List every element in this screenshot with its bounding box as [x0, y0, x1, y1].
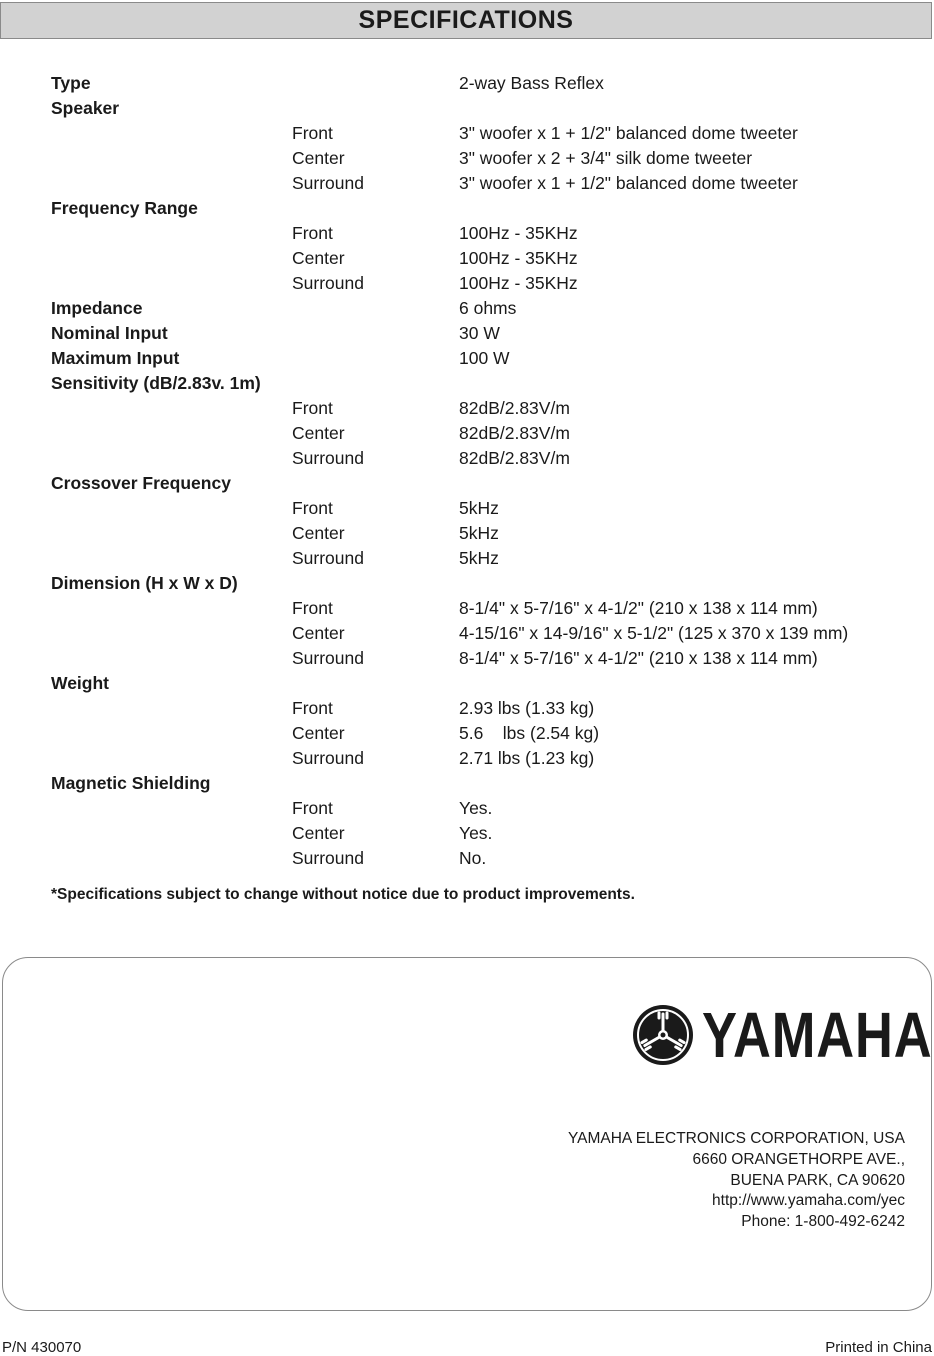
section-header	[0, 2, 932, 39]
spec-sublabel: Center	[292, 723, 345, 743]
spec-sublabel: Surround	[292, 548, 364, 568]
spec-sublabel: Front	[292, 598, 333, 618]
spec-value: 8-1/4" x 5-7/16" x 4-1/2" (210 x 138 x 114 mm)	[459, 648, 818, 668]
spec-row	[0, 396, 934, 421]
spec-label: Impedance	[51, 298, 143, 318]
spec-row	[0, 621, 934, 646]
spec-row	[0, 496, 934, 521]
spec-sublabel: Surround	[292, 848, 364, 868]
spec-row	[0, 471, 934, 496]
spec-row	[0, 121, 934, 146]
spec-label: Type	[51, 73, 91, 93]
page-title: SPECIFICATIONS	[358, 6, 574, 34]
spec-sublabel: Surround	[292, 273, 364, 293]
spec-label: Nominal Input	[51, 323, 168, 343]
spec-row	[0, 771, 934, 796]
spec-sublabel: Center	[292, 523, 345, 543]
spec-sublabel: Center	[292, 623, 345, 643]
spec-row	[0, 296, 934, 321]
yamaha-logo	[632, 999, 934, 1071]
spec-label: Crossover Frequency	[51, 473, 231, 493]
tuning-fork-emblem-icon	[632, 1004, 694, 1066]
spec-row	[0, 96, 934, 121]
spec-value: 100Hz - 35KHz	[459, 223, 578, 243]
spec-row	[0, 446, 934, 471]
spec-value: 2-way Bass Reflex	[459, 73, 604, 93]
part-number: P/N 430070	[2, 1339, 82, 1356]
spec-disclaimer: *Specifications subject to change without notice due to product improvements.	[51, 886, 635, 903]
spec-row	[0, 821, 934, 846]
spec-row	[0, 846, 934, 871]
spec-sublabel: Front	[292, 798, 333, 818]
spec-row	[0, 71, 934, 96]
spec-label: Sensitivity (dB/2.83v. 1m)	[51, 373, 261, 393]
spec-sublabel: Surround	[292, 748, 364, 768]
spec-label: Speaker	[51, 98, 120, 118]
spec-row	[0, 271, 934, 296]
spec-row	[0, 546, 934, 571]
spec-label: Frequency Range	[51, 198, 198, 218]
spec-value: 4-15/16" x 14-9/16" x 5-1/2" (125 x 370 x 139 mm)	[459, 623, 849, 643]
spec-label: Weight	[51, 673, 110, 693]
spec-value: 82dB/2.83V/m	[459, 423, 570, 443]
company-address	[568, 1129, 905, 1233]
spec-value: 82dB/2.83V/m	[459, 448, 570, 468]
spec-row	[0, 146, 934, 171]
spec-row	[0, 421, 934, 446]
spec-row	[0, 696, 934, 721]
spec-sublabel: Front	[292, 398, 333, 418]
spec-value: 100 W	[459, 348, 510, 368]
spec-value: 6 ohms	[459, 298, 517, 318]
spec-sublabel: Center	[292, 148, 345, 168]
spec-value: Yes.	[459, 823, 493, 843]
spec-value: 100Hz - 35KHz	[459, 273, 578, 293]
spec-row	[0, 221, 934, 246]
spec-value: 3" woofer x 2 + 3/4" silk dome tweeter	[459, 148, 753, 168]
spec-row	[0, 671, 934, 696]
spec-row	[0, 596, 934, 621]
spec-label: Magnetic Shielding	[51, 773, 211, 793]
spec-value: 5.6 lbs (2.54 kg)	[459, 723, 600, 743]
spec-value: 8-1/4" x 5-7/16" x 4-1/2" (210 x 138 x 114 mm)	[459, 598, 818, 618]
spec-value: 3" woofer x 1 + 1/2" balanced dome tweeter	[459, 173, 798, 193]
street-address: 6660 ORANGETHORPE AVE.,	[692, 1150, 905, 1168]
spec-sublabel: Surround	[292, 448, 364, 468]
spec-label: Dimension (H x W x D)	[51, 573, 238, 593]
spec-row	[0, 171, 934, 196]
spec-row	[0, 746, 934, 771]
spec-row	[0, 371, 934, 396]
spec-sublabel: Center	[292, 248, 345, 268]
spec-sublabel: Front	[292, 223, 333, 243]
spec-value: 82dB/2.83V/m	[459, 398, 570, 418]
yamaha-wordmark: YAMAHA	[702, 999, 933, 1071]
spec-value: 30 W	[459, 323, 500, 343]
spec-value: 5kHz	[459, 498, 499, 518]
city-state-zip: BUENA PARK, CA 90620	[730, 1171, 905, 1189]
spec-value: 100Hz - 35KHz	[459, 248, 578, 268]
spec-sublabel: Surround	[292, 173, 364, 193]
spec-sublabel: Front	[292, 698, 333, 718]
spec-row	[0, 646, 934, 671]
spec-value: 5kHz	[459, 523, 499, 543]
spec-row	[0, 346, 934, 371]
spec-row	[0, 571, 934, 596]
spec-sublabel: Center	[292, 823, 345, 843]
spec-row	[0, 721, 934, 746]
spec-value: Yes.	[459, 798, 493, 818]
spec-row	[0, 321, 934, 346]
spec-sublabel: Front	[292, 498, 333, 518]
website-link[interactable]: http://www.yamaha.com/yec	[712, 1192, 905, 1210]
spec-label: Maximum Input	[51, 348, 180, 368]
spec-sublabel: Surround	[292, 648, 364, 668]
spec-row	[0, 196, 934, 221]
spec-row	[0, 246, 934, 271]
spec-value: 5kHz	[459, 548, 499, 568]
spec-row	[0, 521, 934, 546]
printed-in: Printed in China	[825, 1339, 932, 1356]
spec-sublabel: Center	[292, 423, 345, 443]
spec-row	[0, 796, 934, 821]
spec-value: No.	[459, 848, 487, 868]
phone-number: Phone: 1-800-492-6242	[741, 1213, 905, 1231]
spec-value: 3" woofer x 1 + 1/2" balanced dome tweeter	[459, 123, 798, 143]
spec-sublabel: Front	[292, 123, 333, 143]
company-name: YAMAHA ELECTRONICS CORPORATION, USA	[567, 1130, 905, 1147]
spec-value: 2.93 lbs (1.33 kg)	[459, 698, 595, 718]
spec-value: 2.71 lbs (1.23 kg)	[459, 748, 595, 768]
